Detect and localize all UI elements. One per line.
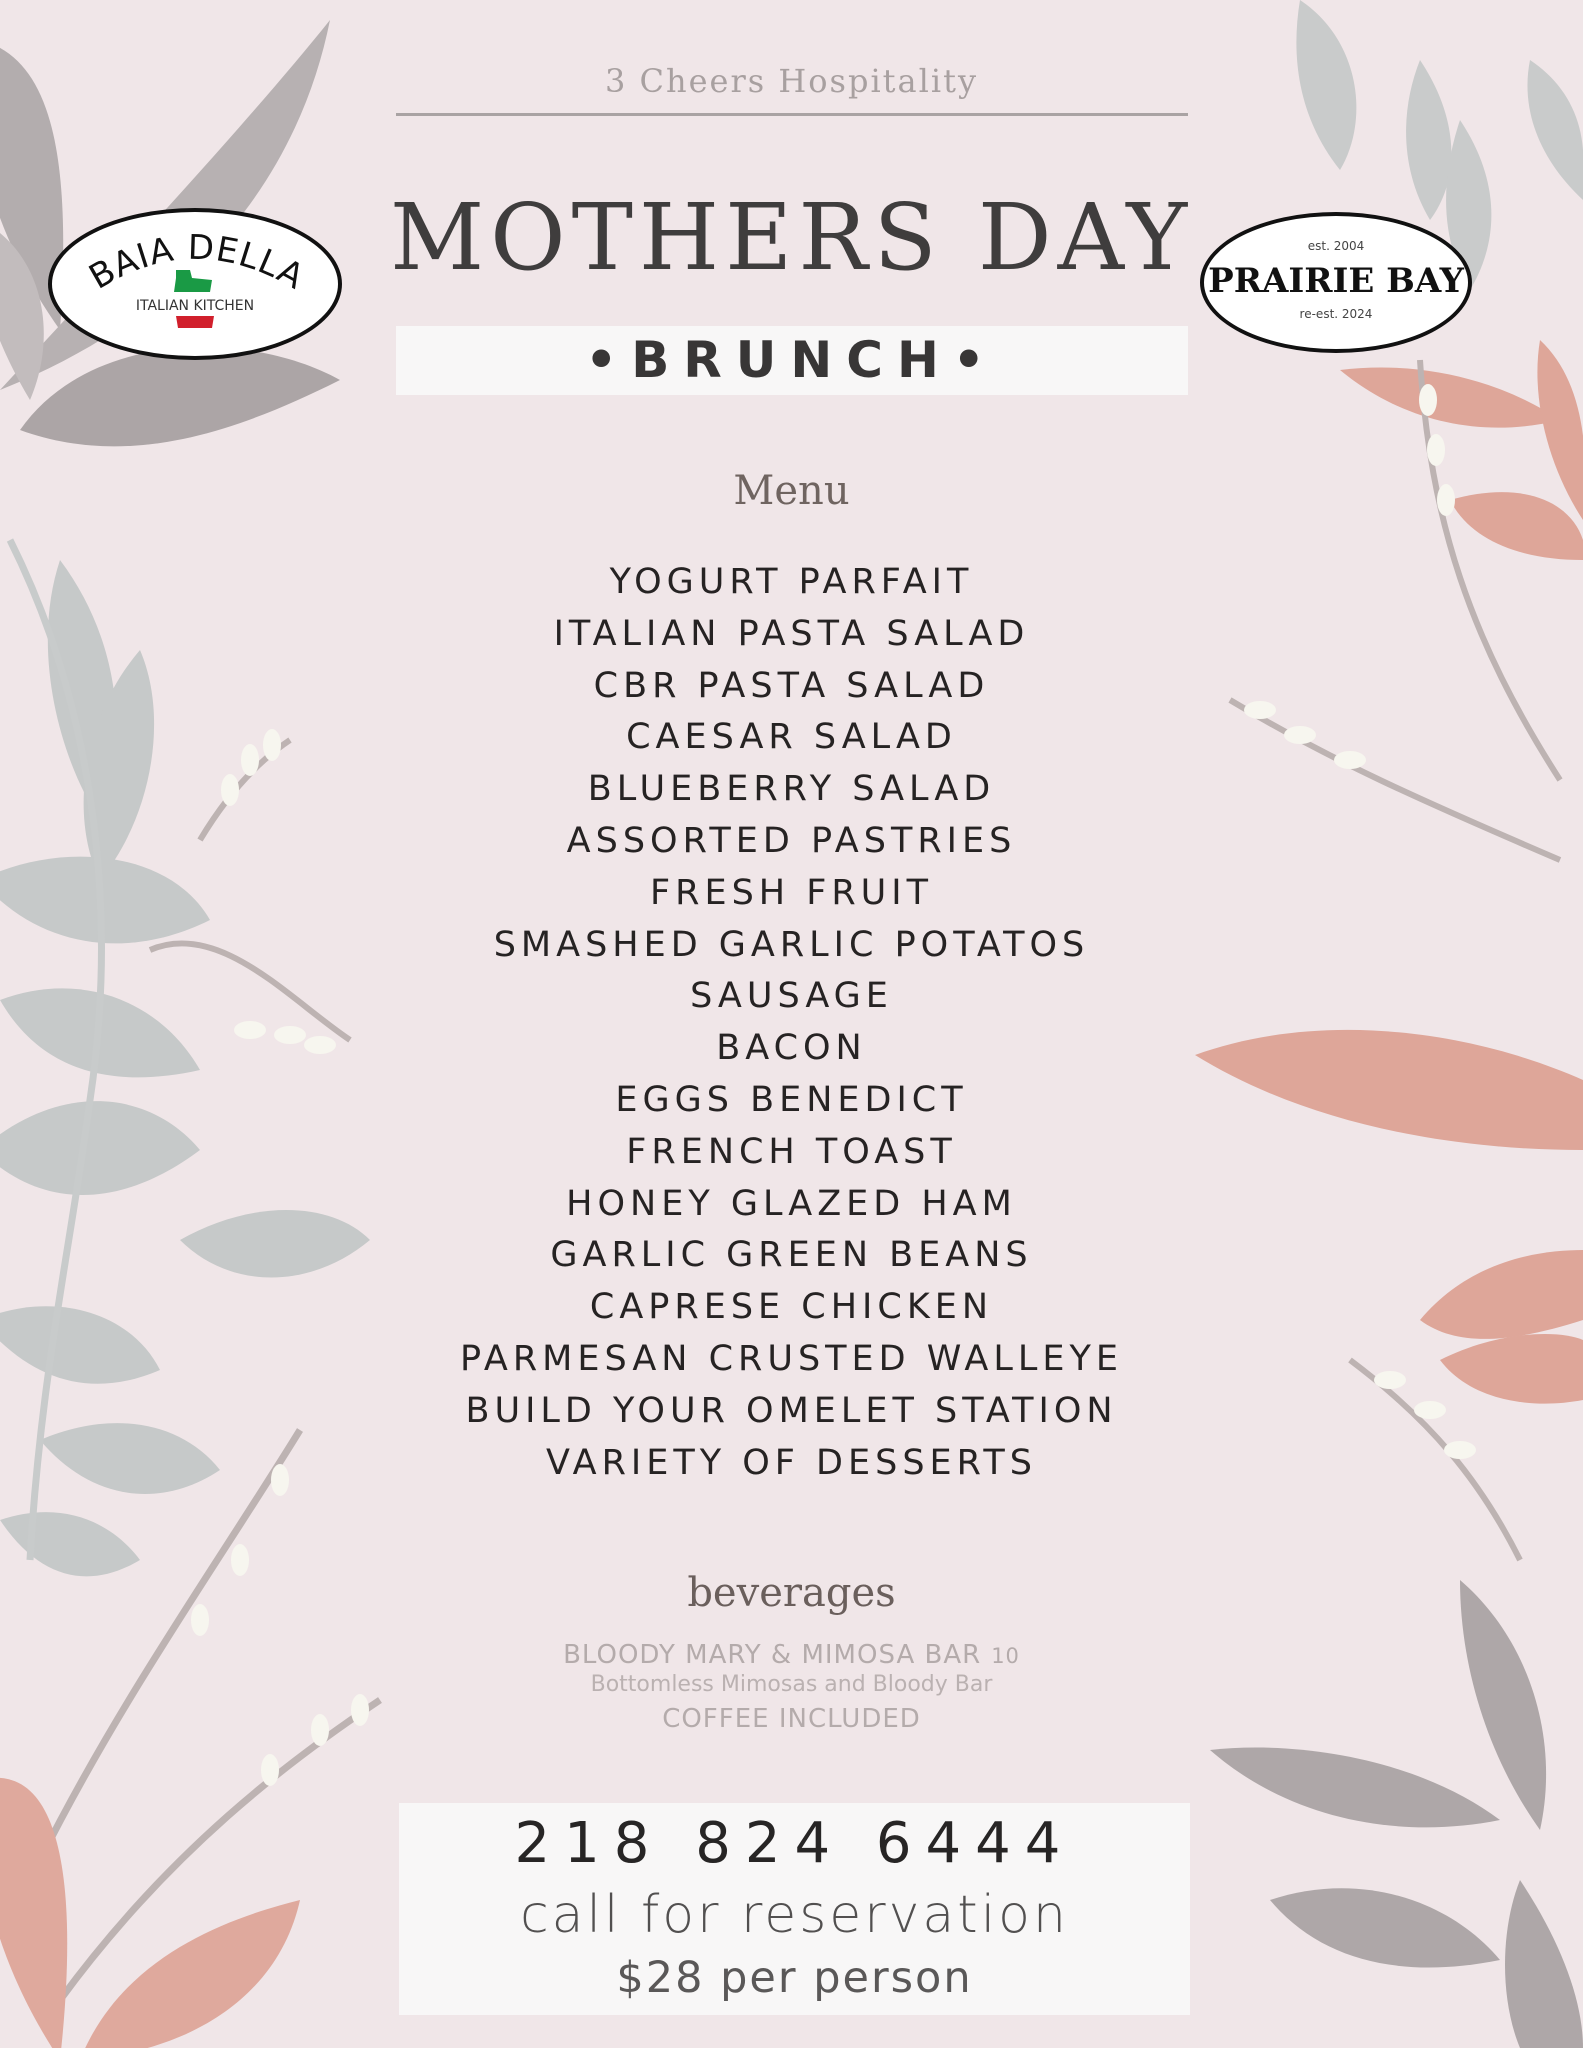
- menu-item: EGGS BENEDICT: [615, 1079, 968, 1120]
- beverage-bar-price: 10: [991, 1644, 1020, 1668]
- beverage-bar-note: Bottomless Mimosas and Bloody Bar: [590, 1672, 993, 1697]
- menu-item: FRESH FRUIT: [650, 872, 933, 913]
- menu-item: CAESAR SALAD: [626, 717, 957, 758]
- menu-list: [0, 560, 1583, 1492]
- prairie-bay-logo-art: [1204, 216, 1468, 349]
- baia-della-logo: [48, 208, 342, 360]
- menu-item: SAUSAGE: [690, 976, 893, 1017]
- prairie-bay-logo: [1200, 212, 1472, 353]
- menu-item: BACON: [716, 1028, 867, 1069]
- brunch-banner: [396, 326, 1188, 395]
- phone-number[interactable]: 218 824 6444: [514, 1811, 1075, 1876]
- prairie-bay-reest: re-est. 2024: [1299, 307, 1373, 321]
- baia-della-tagline: ITALIAN KITCHEN: [135, 298, 255, 314]
- menu-item: GARLIC GREEN BEANS: [550, 1235, 1033, 1276]
- menu-item: ASSORTED PASTRIES: [566, 820, 1017, 861]
- header-divider: [396, 113, 1188, 116]
- menu-item: VARIETY OF DESSERTS: [545, 1442, 1038, 1483]
- menu-item: ITALIAN PASTA SALAD: [553, 613, 1030, 654]
- menu-item: PARMESAN CRUSTED WALLEYE: [460, 1338, 1123, 1379]
- reservation-cta: call for reservation: [520, 1885, 1069, 1945]
- coffee-note: COFFEE INCLUDED: [662, 1704, 921, 1734]
- beverages-heading: beverages: [687, 1570, 896, 1616]
- price-per-person: $28 per person: [616, 1953, 973, 2003]
- bottom-left-pink-leaves: [0, 1778, 300, 2048]
- menu-item: BUILD YOUR OMELET STATION: [465, 1390, 1118, 1431]
- brunch-label: •BRUNCH•: [585, 331, 999, 389]
- menu-item: BLUEBERRY SALAD: [587, 769, 996, 810]
- menu-item: CBR PASTA SALAD: [593, 665, 990, 706]
- menu-item: FRENCH TOAST: [626, 1131, 957, 1172]
- menu-heading: Menu: [733, 468, 850, 514]
- beverage-bar-name: BLOODY MARY & MIMOSA BAR: [563, 1640, 982, 1670]
- prairie-bay-est: est. 2004: [1307, 239, 1365, 253]
- minnesota-green-icon: [174, 270, 212, 292]
- baia-della-logo-art: [52, 212, 338, 356]
- menu-item: CAPRESE CHICKEN: [589, 1287, 994, 1328]
- menu-item: YOGURT PARFAIT: [609, 562, 974, 602]
- prairie-bay-name: PRAIRIE BAY: [1208, 261, 1464, 301]
- page-title: MOTHERS DAY: [389, 184, 1194, 291]
- menu-item: SMASHED GARLIC POTATOS: [493, 924, 1090, 965]
- company-subtitle: 3 Cheers Hospitality: [604, 62, 979, 100]
- minnesota-red-icon: [176, 316, 214, 328]
- baia-della-name: BAIA DELLA: [82, 227, 312, 298]
- reservation-box: [399, 1803, 1190, 2015]
- menu-item: HONEY GLAZED HAM: [566, 1183, 1017, 1224]
- beverage-bar-item: [0, 1640, 1583, 1670]
